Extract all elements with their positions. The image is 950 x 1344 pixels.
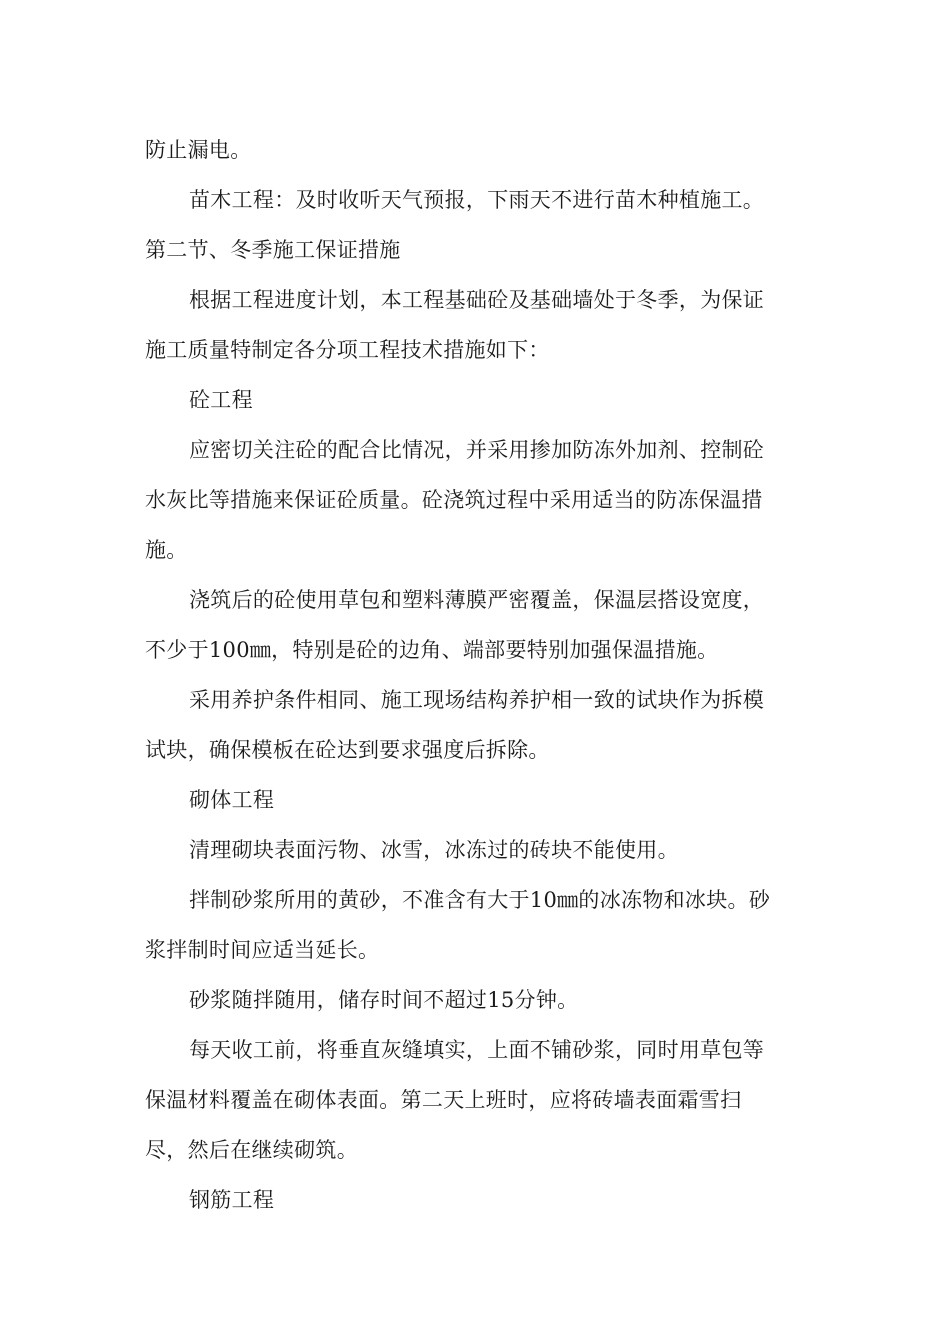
section-heading: 第二节、冬季施工保证措施 [145, 238, 401, 262]
paragraph-line: 浇筑后的砼使用草包和塑料薄膜严密覆盖，保温层搭设宽度， [189, 588, 765, 612]
paragraph-line: 清理砌块表面污物、冰雪，冰冻过的砖块不能使用。 [189, 838, 679, 862]
paragraph-line: 根据工程进度计划，本工程基础砼及基础墙处于冬季，为保证 [189, 288, 765, 312]
paragraph-line: 浆拌制时间应适当延长。 [145, 938, 380, 962]
paragraph-line: 苗木工程：及时收听天气预报，下雨天不进行苗木种植施工。 [189, 188, 765, 212]
paragraph-line: 水灰比等措施来保证砼质量。砼浇筑过程中采用适当的防冻保温措 [145, 488, 763, 512]
paragraph-line: 砂浆随拌随用，储存时间不超过15分钟。 [189, 988, 579, 1012]
paragraph-line: 每天收工前，将垂直灰缝填实，上面不铺砂浆，同时用草包等 [189, 1038, 765, 1062]
paragraph-line: 尽，然后在继续砌筑。 [145, 1138, 358, 1162]
paragraph-line: 施工质量特制定各分项工程技术措施如下： [145, 338, 550, 362]
paragraph-line: 应密切关注砼的配合比情况，并采用掺加防冻外加剂、控制砼 [189, 438, 765, 462]
subsection-heading: 砼工程 [189, 388, 253, 412]
paragraph-line: 试块，确保模板在砼达到要求强度后拆除。 [145, 738, 550, 762]
paragraph-line: 防止漏电。 [145, 138, 252, 162]
paragraph-line: 采用养护条件相同、施工现场结构养护相一致的试块作为拆模 [189, 688, 765, 712]
paragraph-line: 施。 [145, 538, 188, 562]
paragraph-line: 不少于100㎜，特别是砼的边角、端部要特别加强保温措施。 [145, 638, 719, 662]
paragraph-line: 保温材料覆盖在砌体表面。第二天上班时，应将砖墙表面霜雪扫 [145, 1088, 742, 1112]
paragraph-line: 拌制砂浆所用的黄砂，不准含有大于10㎜的冰冻物和冰块。砂 [189, 888, 771, 912]
subsection-heading: 砌体工程 [189, 788, 275, 812]
subsection-heading: 钢筋工程 [189, 1188, 275, 1212]
